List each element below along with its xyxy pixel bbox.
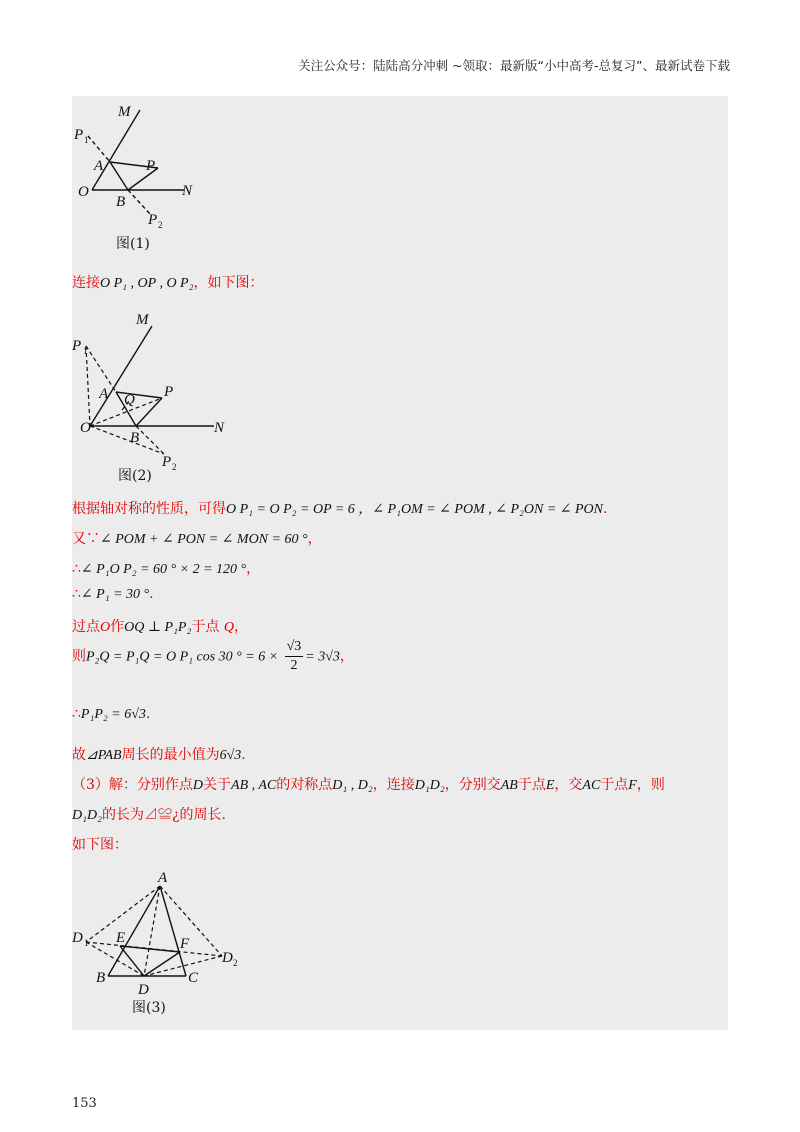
figure-1 (72, 96, 232, 256)
svg-text:O: O (80, 420, 91, 436)
svg-text:1: 1 (84, 938, 89, 948)
line-angle-double: ∴∠ P₁O P₂ = 60 ° × 2 = 120 °， (72, 561, 261, 577)
svg-text:Q: Q (124, 392, 135, 408)
solution-panel (72, 96, 728, 1030)
svg-text:D: D (138, 982, 149, 998)
svg-text:F: F (180, 936, 190, 952)
line-connect: 连接O P₁ , OP , O P₂，如下图： (72, 275, 264, 291)
svg-text:D: D (222, 950, 233, 966)
page-header: 关注公众号：陆陆高分冲刺 ~领取：最新版“小中高考-总复习”、最新试卷下载 (298, 58, 730, 73)
figure-1-caption: 图(1) (116, 236, 150, 252)
svg-text:B: B (130, 430, 140, 446)
svg-text:E: E (116, 930, 126, 946)
svg-text:M: M (136, 312, 149, 328)
svg-text:1: 1 (83, 346, 88, 356)
line-angle-p1: ∴∠ P₁ = 30 °. (72, 586, 154, 602)
line-symmetry: 根据轴对称的性质，可得O P₁ = O P₂ = OP = 6 ，∠ P₁OM = ∠ POM , ∠ P₂ON = ∠ PON. (72, 501, 608, 517)
label-A: A (94, 158, 104, 174)
figure-2 (72, 308, 252, 488)
svg-text:图(3): 图(3) (132, 1000, 166, 1016)
svg-text:A: A (158, 870, 168, 886)
svg-text:2: 2 (158, 220, 163, 230)
label-M: M (118, 104, 131, 120)
line-cos: 则P₂Q = P₁Q = O P₁ cos 30 ° = 6 × $\frac{√3}{2}$ = 3√3， (72, 639, 354, 673)
svg-text:D: D (72, 930, 83, 946)
page-number: 153 (72, 1096, 97, 1111)
label-B: B (116, 194, 126, 210)
figure-3 (72, 870, 272, 1030)
line-part3: （3）解：分别作点D关于AB , AC的对称点D₁ , D₂，连接D₁D₂，分别交AB于点E，交AC于点F，则 (72, 777, 665, 793)
svg-text:P: P (164, 384, 174, 400)
line-p1p2: ∴P₁P₂ = 6√3. (72, 706, 151, 722)
label-N: N (182, 183, 193, 199)
svg-text:2: 2 (172, 462, 177, 472)
svg-text:图(2): 图(2) (118, 468, 152, 484)
line-d1d2: D₁D₂的长为⊿≌¿的周长. (72, 807, 226, 823)
svg-text:P: P (162, 454, 172, 470)
svg-text:C: C (188, 970, 199, 986)
line-as-follows: 如下图： (72, 837, 128, 853)
svg-text:P: P (72, 338, 82, 354)
svg-text:N: N (214, 420, 225, 436)
label-O: O (78, 184, 89, 200)
svg-text:B: B (96, 970, 106, 986)
svg-text:1: 1 (84, 135, 89, 145)
label-P: P (146, 158, 156, 174)
line-perpendicular: 过点O作OQ ⊥ P₁P₂于点 Q， (72, 619, 248, 635)
line-min-perimeter: 故⊿PAB周长的最小值为6√3. (72, 747, 246, 763)
line-angle-sum: 又∵∠ POM + ∠ PON = ∠ MON = 60 °， (72, 531, 322, 547)
svg-text:2: 2 (233, 958, 238, 968)
svg-text:A: A (99, 386, 109, 402)
label-P1: P (74, 127, 84, 143)
label-P2: P (148, 212, 158, 228)
